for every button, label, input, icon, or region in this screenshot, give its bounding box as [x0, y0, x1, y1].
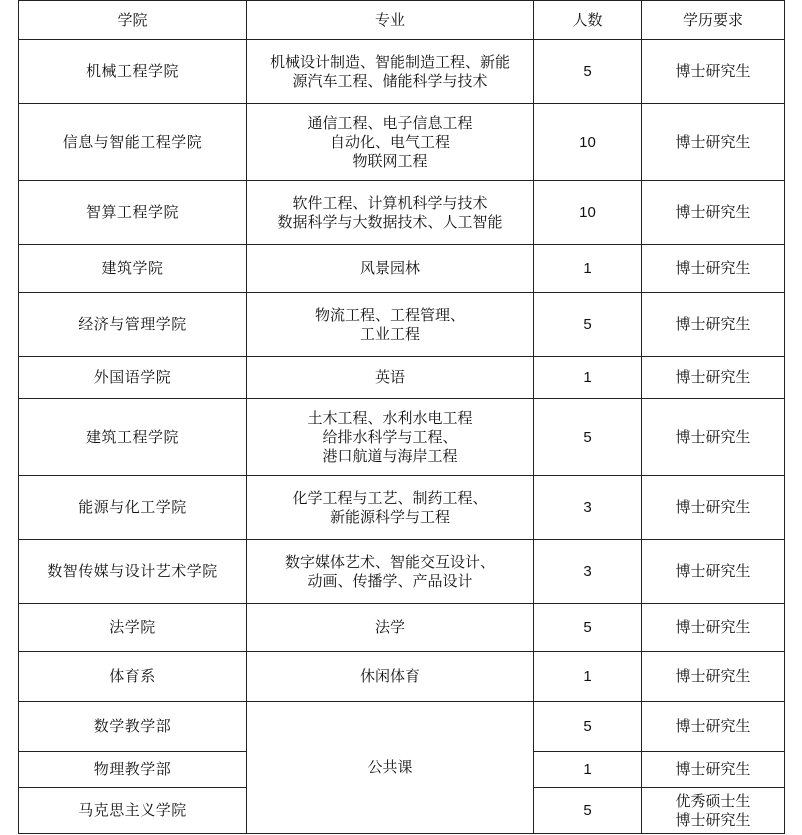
major-cell — [247, 40, 534, 104]
degree-cell — [642, 540, 785, 604]
degree-line: 博士研究生 — [675, 498, 751, 516]
degree-line: 优秀硕士生 — [675, 791, 751, 810]
table-row — [19, 40, 785, 104]
count-cell: 5 — [534, 788, 642, 834]
count-cell: 1 — [534, 245, 642, 293]
degree-line: 博士研究生 — [675, 427, 751, 446]
degree-line: 博士研究生 — [675, 717, 751, 735]
major-line: 英语 — [374, 368, 405, 386]
recruitment-table — [18, 0, 785, 834]
major-line: 化学工程与工艺、制药工程、 — [292, 488, 488, 507]
degree-cell — [642, 476, 785, 540]
major-line: 数字媒体艺术、智能交互设计、 — [284, 552, 495, 571]
major-line: 工业工程 — [359, 324, 420, 343]
major-line: 新能源科学与工程 — [329, 507, 450, 526]
degree-line: 博士研究生 — [675, 203, 751, 221]
college-cell: 外国语学院 — [19, 357, 247, 399]
college-cell: 法学院 — [19, 604, 247, 652]
college-cell: 马克思主义学院 — [19, 788, 247, 834]
degree-cell — [642, 652, 785, 702]
major-line: 物流工程、工程管理、 — [314, 305, 465, 324]
college-cell: 体育系 — [19, 652, 247, 702]
header-major: 专业 — [247, 1, 534, 40]
degree-cell — [642, 293, 785, 357]
degree-cell — [642, 245, 785, 293]
major-cell — [247, 245, 534, 293]
header-degree: 学历要求 — [642, 1, 785, 40]
degree-line: 博士研究生 — [675, 562, 751, 580]
major-line: 机械设计制造、智能制造工程、新能 — [269, 52, 510, 71]
count-cell: 10 — [534, 104, 642, 181]
major-cell — [247, 357, 534, 399]
table-row — [19, 357, 785, 399]
major-line: 土木工程、水利水电工程 — [307, 408, 473, 427]
degree-cell — [642, 752, 785, 788]
college-cell: 建筑学院 — [19, 245, 247, 293]
major-line: 动画、传播学、产品设计 — [307, 571, 473, 590]
college-cell: 能源与化工学院 — [19, 476, 247, 540]
major-line: 法学 — [374, 618, 405, 636]
college-cell: 建筑工程学院 — [19, 399, 247, 476]
table-row — [19, 652, 785, 702]
count-cell: 1 — [534, 752, 642, 788]
table-row — [19, 245, 785, 293]
count-cell: 5 — [534, 702, 642, 752]
degree-line: 博士研究生 — [675, 618, 751, 636]
count-cell: 10 — [534, 181, 642, 245]
degree-line: 博士研究生 — [675, 62, 751, 80]
college-cell: 经济与管理学院 — [19, 293, 247, 357]
degree-line: 博士研究生 — [675, 810, 751, 829]
degree-line: 博士研究生 — [675, 368, 751, 386]
degree-line: 博士研究生 — [675, 667, 751, 685]
header-count: 人数 — [534, 1, 642, 40]
table-row — [19, 293, 785, 357]
degree-cell — [642, 604, 785, 652]
table-row — [19, 702, 785, 752]
major-cell — [247, 399, 534, 476]
major-line: 风景园林 — [359, 259, 420, 277]
major-cell — [247, 104, 534, 181]
college-cell: 数智传媒与设计艺术学院 — [19, 540, 247, 604]
college-cell: 物理教学部 — [19, 752, 247, 788]
major-cell — [247, 181, 534, 245]
degree-cell — [642, 40, 785, 104]
table-row — [19, 540, 785, 604]
major-line: 物联网工程 — [352, 151, 428, 170]
major-line: 公共课 — [367, 758, 413, 776]
count-cell: 3 — [534, 540, 642, 604]
major-line: 港口航道与海岸工程 — [322, 446, 458, 465]
major-cell — [247, 604, 534, 652]
table-header-row — [19, 1, 785, 40]
degree-line: 博士研究生 — [675, 760, 751, 778]
table-row — [19, 104, 785, 181]
major-line: 数据科学与大数据技术、人工智能 — [277, 212, 503, 231]
major-cell — [247, 476, 534, 540]
table-row — [19, 399, 785, 476]
degree-line: 博士研究生 — [675, 132, 751, 151]
college-cell: 智算工程学院 — [19, 181, 247, 245]
major-line: 源汽车工程、储能科学与技术 — [292, 71, 488, 90]
college-cell: 机械工程学院 — [19, 40, 247, 104]
count-cell: 5 — [534, 293, 642, 357]
major-cell — [247, 652, 534, 702]
major-cell — [247, 540, 534, 604]
major-cell — [247, 293, 534, 357]
degree-cell — [642, 788, 785, 834]
count-cell: 5 — [534, 399, 642, 476]
college-cell: 数学教学部 — [19, 702, 247, 752]
count-cell: 1 — [534, 652, 642, 702]
count-cell: 5 — [534, 40, 642, 104]
header-college: 学院 — [19, 1, 247, 40]
degree-line: 博士研究生 — [675, 259, 751, 277]
count-cell: 3 — [534, 476, 642, 540]
major-line: 通信工程、电子信息工程 — [307, 113, 473, 132]
major-line: 休闲体育 — [359, 667, 420, 685]
major-cell — [247, 702, 534, 834]
table-row — [19, 181, 785, 245]
degree-line: 博士研究生 — [675, 315, 751, 333]
major-line: 给排水科学与工程、 — [322, 427, 458, 446]
degree-cell — [642, 181, 785, 245]
major-line: 自动化、电气工程 — [329, 132, 450, 151]
degree-cell — [642, 357, 785, 399]
degree-cell — [642, 702, 785, 752]
degree-cell — [642, 399, 785, 476]
degree-cell — [642, 104, 785, 181]
table-row — [19, 476, 785, 540]
table-row — [19, 604, 785, 652]
college-cell: 信息与智能工程学院 — [19, 104, 247, 181]
count-cell: 5 — [534, 604, 642, 652]
major-line: 软件工程、计算机科学与技术 — [292, 193, 488, 212]
count-cell: 1 — [534, 357, 642, 399]
